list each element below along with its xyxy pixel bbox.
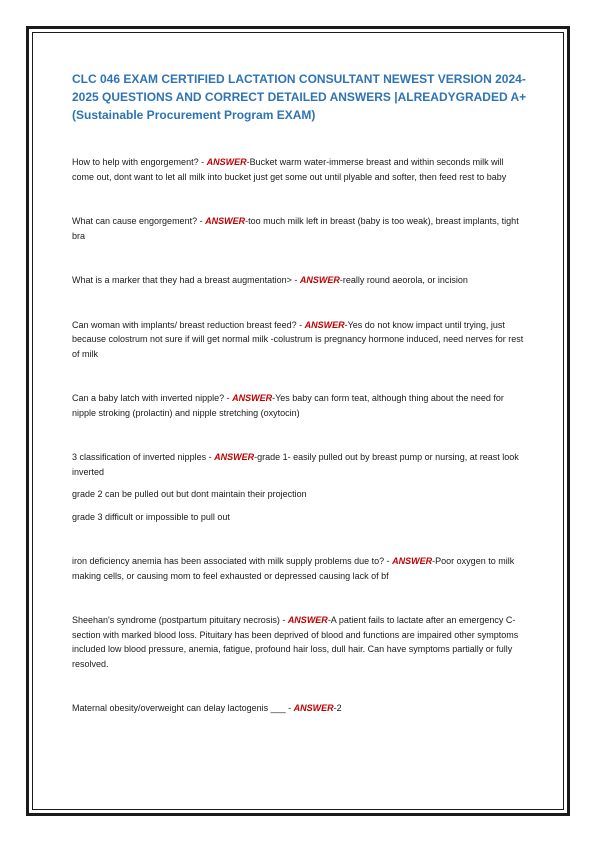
answer-marker: ANSWER [206,157,247,167]
question-text: What is a marker that they had a breast augmentation> - [72,275,300,285]
answer-marker: ANSWER [392,556,433,566]
qa-item-6 [72,450,528,524]
question-text: Sheehan's syndrome (postpartum pituitary necrosis) - [72,615,288,625]
question-text: Can woman with implants/ breast reduction breast feed? - [72,319,305,330]
answer-marker: ANSWER [232,393,273,403]
qa-item-2 [72,214,528,243]
answer-text: -too much milk left in breast (baby is too weak), breast implants, tight bra [72,216,519,241]
qa-item-3 [72,273,528,288]
answer-text: -A patient fails to lactate after an emergency C-section with marked blood loss. Pituitary has been deprived of blood and functions are impaired other symptoms included low blood pressure, anemia, fatigue, profound hair loss, dull hair. Can have symptoms partially or fully resolved. [72,615,519,669]
answer-marker: ANSWER [299,275,340,285]
question-text: Maternal obesity/overweight can delay lactogenis ___ - [72,703,294,713]
document-body [72,70,528,746]
qa-item-1 [72,155,528,184]
answer-text: -Yes do not know impact until trying, just because colostrum not sure if will get normal milk -colustrum is pregnancy hormone induced, need nerves for rest of milk [72,319,524,359]
answer-text: -really round aeorola, or incision [339,275,468,285]
qa-item-4 [72,318,528,362]
qa-item-7 [72,554,528,583]
qa-item-9 [72,701,528,716]
qa-item-5 [72,391,528,420]
answer-continuation: grade 3 difficult or impossible to pull out [72,511,230,522]
question-text: How to help with engorgement? - [72,157,207,167]
answer-marker: ANSWER [214,452,255,462]
answer-marker: ANSWER [287,615,328,625]
answer-text: -Bucket warm water-immerse breast and within seconds milk will come out, dont want to let all milk into bucket just get some out until plyable and softer, then feed rest to baby [72,157,507,182]
answer-marker: ANSWER [293,703,334,713]
answer-text: -grade 1- easily pulled out by breast pump or nursing, at reast look inverted [72,452,519,477]
answer-text: -Poor oxygen to milk making cells, or causing mom to feel exhausted or depressed causing lack of bf [72,556,515,581]
answer-text: -2 [333,703,342,713]
answer-marker: ANSWER [205,216,246,226]
document-title: CLC 046 EXAM CERTIFIED LACTATION CONSULTANT NEWEST VERSION 2024-2025 QUESTIONS AND CORRECT DETAILED ANSWERS |ALREADYGRADED A+(Sustainable Procurement Program EXAM) [72,72,527,122]
question-text: Can a baby latch with inverted nipple? - [72,393,233,403]
answer-continuation: grade 2 can be pulled out but dont maintain their projection [72,489,307,499]
answer-marker: ANSWER [304,319,345,330]
qa-item-8 [72,613,528,671]
answer-text: -Yes baby can form teat, although thing about the need for nipple stroking (prolactin) and nipple stretching (oxytocin) [72,393,504,418]
question-text: 3 classification of inverted nipples - [72,452,215,462]
question-text: What can cause engorgement? - [72,216,206,226]
question-text: iron deficiency anemia has been associated with milk supply problems due to? - [72,556,393,566]
